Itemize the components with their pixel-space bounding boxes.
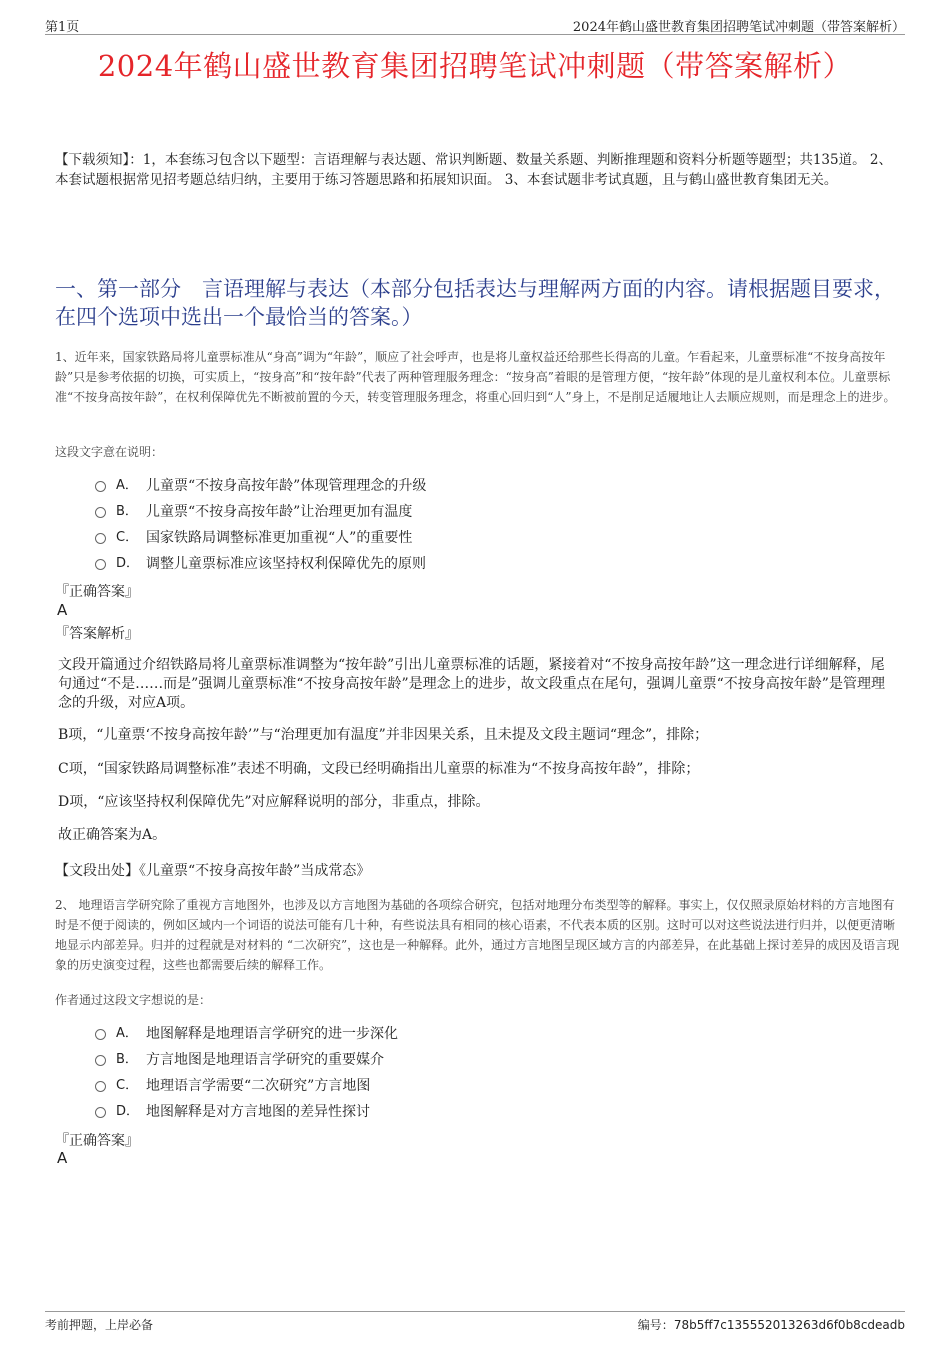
page-footer <box>45 1311 905 1332</box>
analysis-paragraph: 文段开篇通过介绍铁路局将儿童票标准调整为“按年龄”引出儿童票标准的话题，紧接着对“不按身高按年龄”这一理念进行详细解释，尾句通过“不是……而是”强调儿童票标准“不按身高按年龄”是理念上的进步，故文段重点在尾句，强调儿童票“不按身高按年龄”是管理理念的升级，对应A项。 <box>58 657 885 711</box>
section-heading: 一、第一部分 言语理解与表达（本部分包括表达与理解两方面的内容。请根据题目要求，在四个选项中选出一个最恰当的答案。） <box>55 277 895 329</box>
analysis-label: 『答案解析』 <box>55 626 139 642</box>
option-b[interactable]: B． 儿童票“不按身高按年龄”让治理更加有温度 <box>95 499 795 525</box>
analysis-paragraph: D项，“应该坚持权利保障优先”对应解释说明的部分，非重点，排除。 <box>58 794 490 810</box>
option-a[interactable]: A． 地图解释是地理语言学研究的进一步深化 <box>95 1021 795 1047</box>
correct-answer: A <box>57 1149 68 1167</box>
analysis-paragraph: C项，“国家铁路局调整标准”表述不明确，文段已经明确指出儿童票的标准为“不按身高按年龄”，排除； <box>58 761 700 777</box>
answer-label: 『正确答案』 <box>55 584 139 600</box>
document-code: 编号：78b5ff7c135552013263d6f0b8cdeadb <box>637 1318 905 1332</box>
page-header <box>45 14 905 35</box>
question-2-text: 2、 地理语言学研究除了重视方言地图外，也涉及以方言地图为基础的各项综合研究，包括对地理分布类型等的解释。事实上，仅仅照录原始材料的方言地图有时是不便于阅读的，例如区域内一个词语的说法可能有几十种，有些说法具有相同的核心语素，不代表本质的区别。这时可以对这些说法进行归并，以便更清晰地显示内部差异。归并的过程就是对材料的 “二次研究”，这也是一种解释。此外，通过方言地图呈现区域方言的内部差异，在此基础上探讨差异的成因及语言现象的历史演变过程，这些也都需要后续的解释工作。 <box>55 898 900 972</box>
radio-icon[interactable] <box>95 481 106 492</box>
download-notice: 【下载须知】：1，本套练习包含以下题型：言语理解与表达题、常识判断题、数量关系题、判断推理题和资料分析题等题型；共135道。 2、本套试题根据常见招考题总结归纳，主要用于练习答题思路和拓展知识面。 3、本套试题非考试真题，且与鹤山盛世教育集团无关。 <box>55 152 892 188</box>
radio-icon[interactable] <box>95 1055 106 1066</box>
radio-icon[interactable] <box>95 533 106 544</box>
option-d[interactable]: D． 调整儿童票标准应该坚持权利保障优先的原则 <box>95 551 795 577</box>
question-2-options <box>95 1021 795 1125</box>
answer-label: 『正确答案』 <box>55 1133 139 1149</box>
document-title: 2024年鹤山盛世教育集团招聘笔试冲刺题（带答案解析） <box>97 49 853 83</box>
question-1-prompt: 这段文字意在说明： <box>55 445 164 459</box>
radio-icon[interactable] <box>95 559 106 570</box>
source-citation: 【文段出处】《儿童票“不按身高按年龄”当成常态》 <box>55 863 371 879</box>
radio-icon[interactable] <box>95 1029 106 1040</box>
option-d[interactable]: D． 地图解释是对方言地图的差异性探讨 <box>95 1099 795 1125</box>
footer-slogan: 考前押题，上岸必备 <box>45 1318 154 1332</box>
option-c[interactable]: C． 地理语言学需要“二次研究”方言地图 <box>95 1073 795 1099</box>
option-c[interactable]: C． 国家铁路局调整标准更加重视“人”的重要性 <box>95 525 795 551</box>
radio-icon[interactable] <box>95 1107 106 1118</box>
analysis-conclusion: 故正确答案为A。 <box>58 827 167 843</box>
question-1-text: 1、近年来，国家铁路局将儿童票标准从“身高”调为“年龄”，顺应了社会呼声，也是将儿童权益还给那些长得高的儿童。乍看起来，儿童票标准“不按身高按年龄”只是参考依据的切换，可实质上，“按身高”和“按年龄”代表了两种管理服务理念：“按身高”着眼的是管理方便，“按年龄”体现的是儿童权利本位。儿童票标准“不按身高按年龄”，在权利保障优先不断被前置的今天，转变管理服务理念，将重心回归到“人”身上，不是削足适履地让人去顺应规则，而是理念上的进步。 <box>55 350 896 404</box>
radio-icon[interactable] <box>95 507 106 518</box>
option-b[interactable]: B． 方言地图是地理语言学研究的重要媒介 <box>95 1047 795 1073</box>
analysis-paragraph: B项，“儿童票‘不按身高按年龄’”与“治理更加有温度”并非因果关系，且未提及文段主题词“理念”，排除； <box>58 727 709 743</box>
question-2-prompt: 作者通过这段文字想说的是： <box>55 993 212 1007</box>
header-doc-title: 2024年鹤山盛世教育集团招聘笔试冲刺题（带答案解析） <box>572 20 905 35</box>
page-number: 第1页 <box>45 20 80 35</box>
option-a[interactable]: A． 儿童票“不按身高按年龄”体现管理理念的升级 <box>95 473 795 499</box>
question-1-options <box>95 473 795 577</box>
correct-answer: A <box>57 601 68 619</box>
radio-icon[interactable] <box>95 1081 106 1092</box>
